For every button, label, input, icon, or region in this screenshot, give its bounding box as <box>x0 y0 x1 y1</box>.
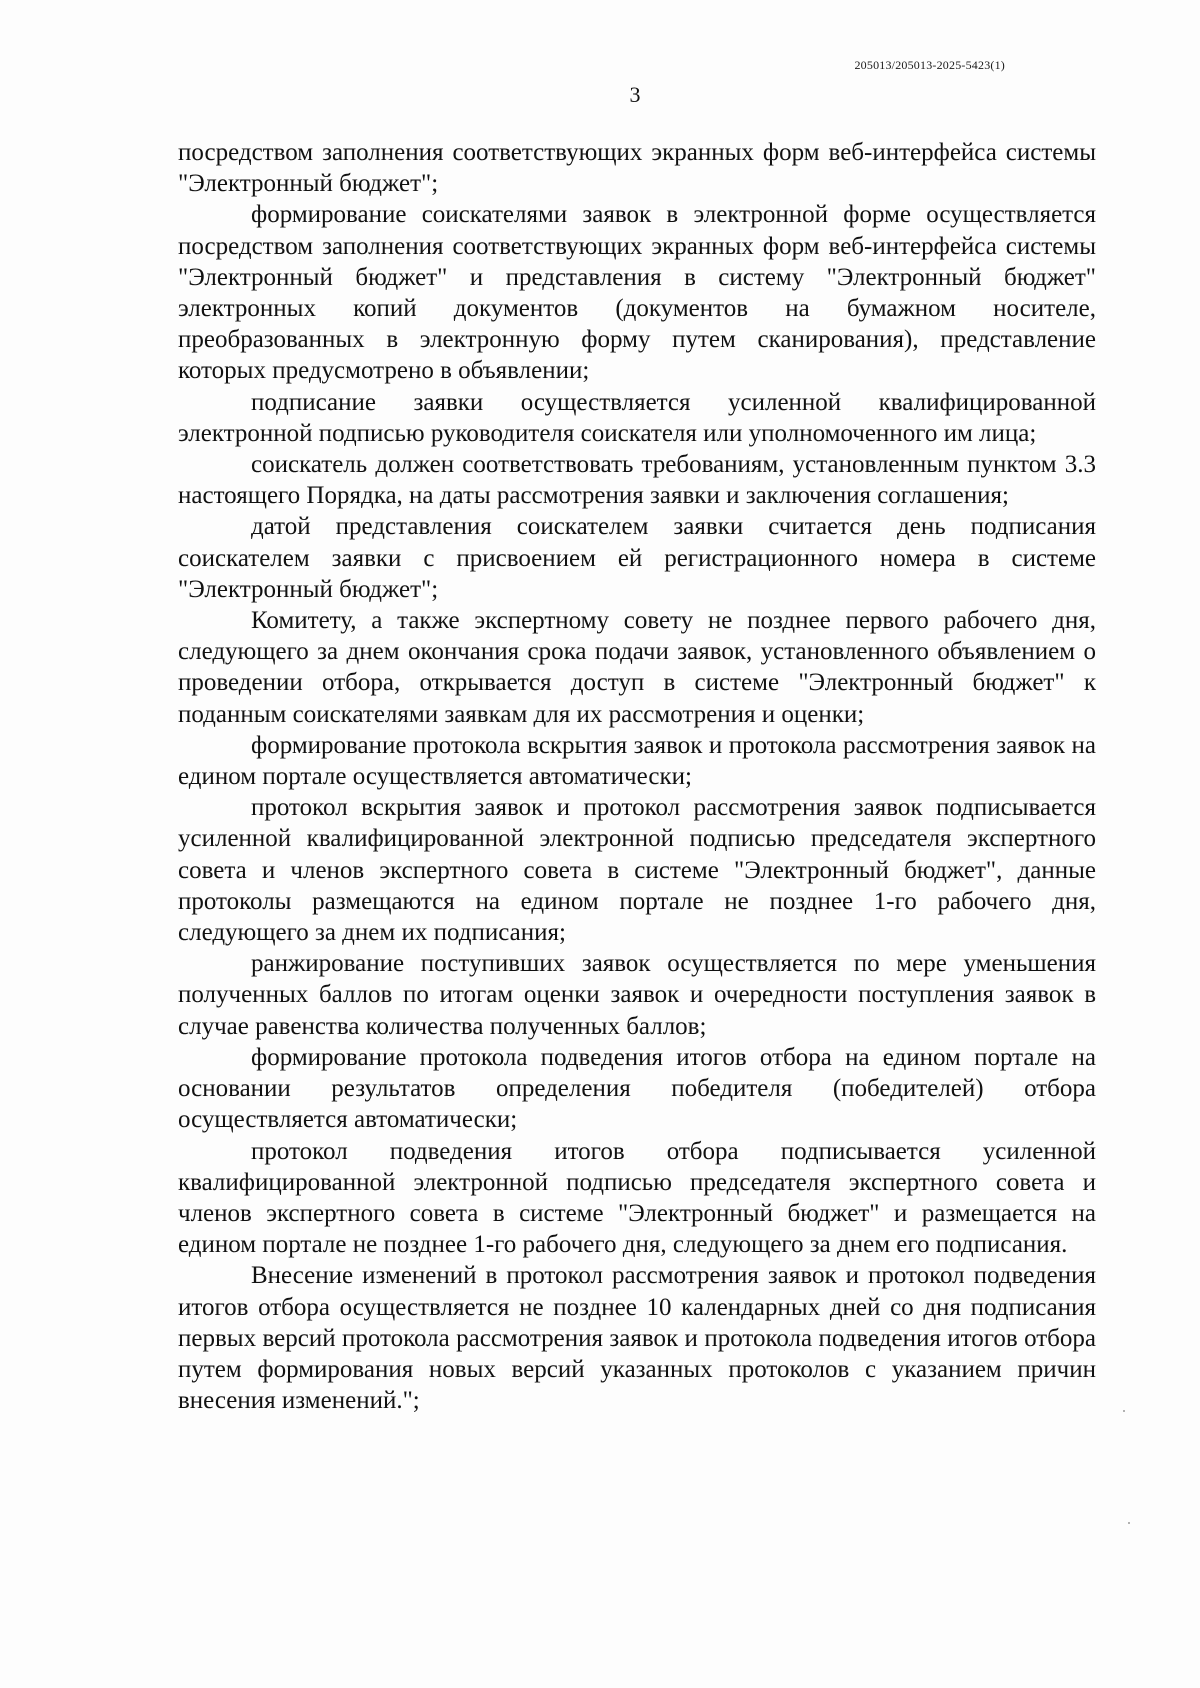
paragraph: ранжирование поступивших заявок осуществляется по мере уменьшения полученных баллов по итогам оценки заявок и очередности поступления заявок в случае равенства количества полученных баллов; <box>178 950 1096 1040</box>
scan-speck <box>1123 1410 1125 1412</box>
paragraph: соискатель должен соответствовать требованиям, установленным пунктом 3.3 настоящего Порядка, на даты рассмотрения заявки и заключения соглашения; <box>178 451 1096 510</box>
paragraph: протокол вскрытия заявок и протокол рассмотрения заявок подписывается усиленной квалифицированной электронной подписью председателя экспертного совета и членов экспертного совета в системе "Электронный бюджет", данные протоколы размещаются на едином портале не позднее 1-го рабочего дня, следующего за днем их подписания; <box>178 794 1096 947</box>
paragraph: Внесение изменений в протокол рассмотрения заявок и протокол подведения итогов отбора осуществляется не позднее 10 календарных дней со дня подписания первых версий протокола рассмотрения заявок и протокола подведения итогов отбора путем формирования новых версий указанных протоколов с указанием причин внесения изменений."; <box>178 1262 1096 1415</box>
paragraph: датой представления соискателем заявки считается день подписания соискателем заявки с присвоением ей регистрационного номера в системе "Электронный бюджет"; <box>178 513 1096 603</box>
document-body <box>178 137 1096 1416</box>
page-number: 3 <box>629 82 641 107</box>
paragraph: формирование соискателями заявок в электронной форме осуществляется посредством заполнения соответствующих экранных форм веб-интерфейса системы "Электронный бюджет" и представления в систему "Электронный бюджет" электронных копий документов (документов на бумажном носителе, преобразованных в электронную форму путем сканирования), представление которых предусмотрено в объявлении; <box>178 201 1096 385</box>
paragraph-continuation: посредством заполнения соответствующих экранных форм веб-интерфейса системы "Электронный бюджет"; <box>178 139 1096 198</box>
paragraph: Комитету, а также экспертному совету не позднее первого рабочего дня, следующего за днем окончания срока подачи заявок, установленного объявлением о проведении отбора, открывается доступ в системе "Электронный бюджет" к поданным соискателями заявкам для их рассмотрения и оценки; <box>178 607 1096 728</box>
paragraph: формирование протокола вскрытия заявок и протокола рассмотрения заявок на едином портале осуществляется автоматически; <box>178 731 1096 791</box>
scan-speck <box>1128 1522 1130 1524</box>
document-reference-number: 205013/205013-2025-5423(1) <box>854 58 1005 72</box>
paragraph: подписание заявки осуществляется усиленной квалифицированной электронной подписью руководителя соискателя или уполномоченного им лица; <box>178 388 1096 447</box>
paragraph: протокол подведения итогов отбора подписывается усиленной квалифицированной электронной подписью председателя экспертного совета и членов экспертного совета в системе "Электронный бюджет" и размещается на едином портале не позднее 1-го рабочего дня, следующего за днем его подписания. <box>178 1137 1096 1259</box>
paragraph: формирование протокола подведения итогов отбора на едином портале на основании результатов определения победителя (победителей) отбора осуществляется автоматически; <box>178 1043 1096 1134</box>
